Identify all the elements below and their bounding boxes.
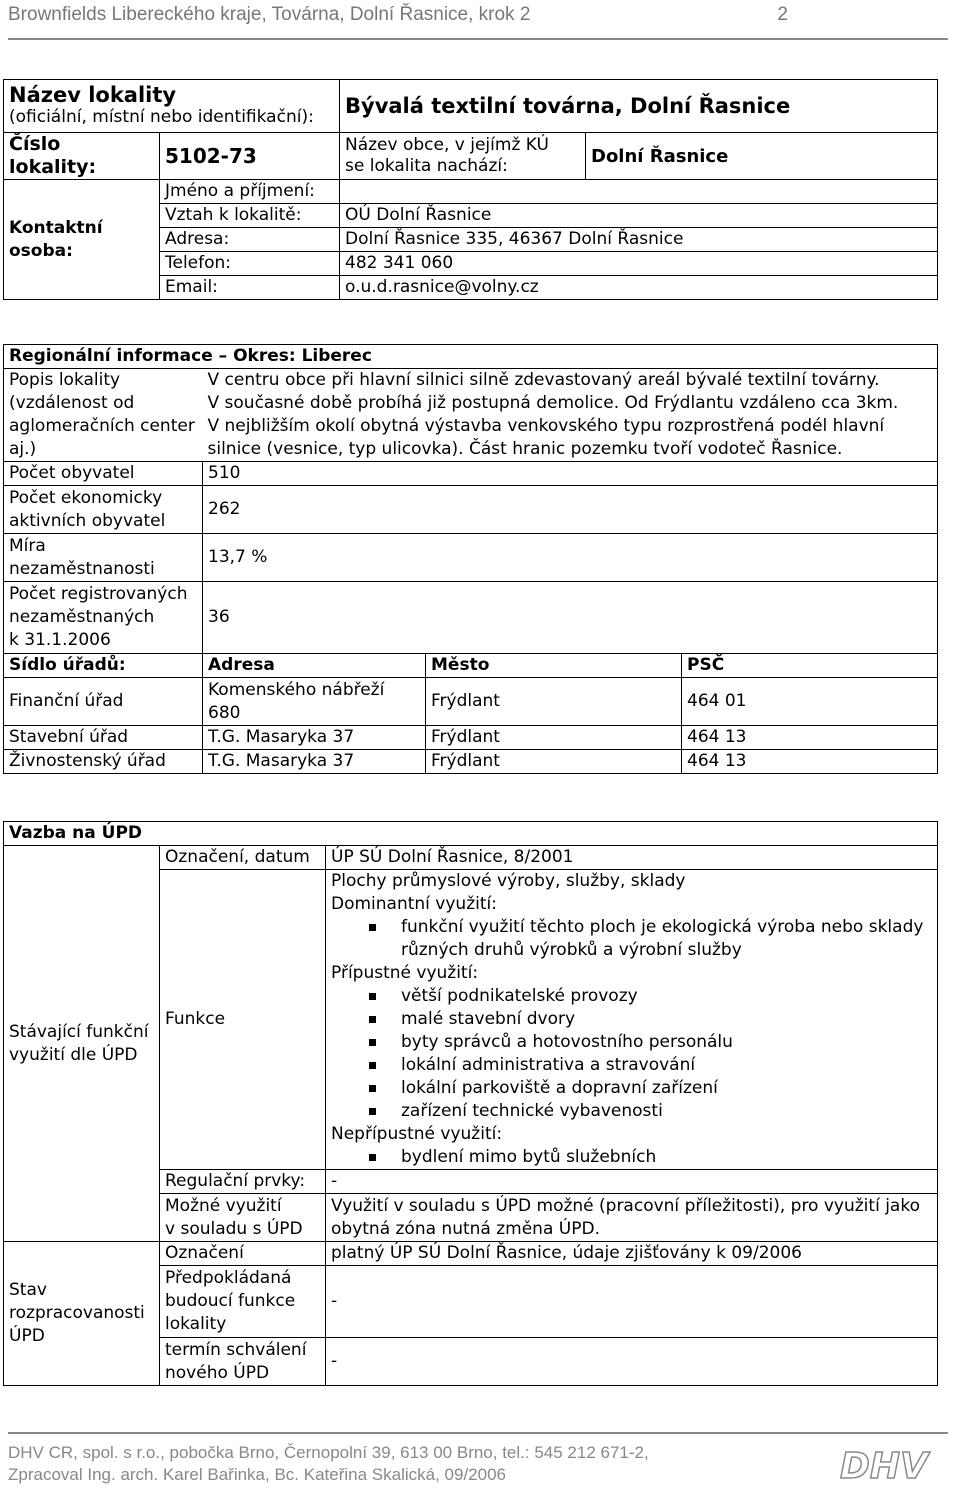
- site-name-label: Název lokality: [9, 83, 177, 107]
- desc-line-3: V nejbližším okolí obytná výstavba venkovského typu rozprostřená podél hlavní: [207, 416, 885, 436]
- address-label: Adresa:: [160, 228, 340, 252]
- address-value: Dolní Řasnice 335, 46367 Dolní Řasnice: [340, 228, 938, 252]
- office-address-1: T.G. Masaryka 37: [203, 726, 426, 750]
- office-name: Stavební úřad: [4, 726, 203, 750]
- mark-label: Označení: [160, 1242, 326, 1266]
- office-city: Frýdlant: [426, 750, 682, 774]
- office-zip: 464 01: [682, 678, 938, 726]
- mark-value: platný ÚP SÚ Dolní Řasnice, údaje zjišťovány k 09/2006: [326, 1242, 938, 1266]
- term-label-2: nového ÚPD: [165, 1362, 270, 1383]
- email-value: o.u.d.rasnice@volny.cz: [340, 276, 938, 300]
- desc-line-4: silnice (vesnice, typ ulicovka). Část hranic pozemku tvoří vodoteč Řasnice.: [207, 439, 843, 459]
- office-address-1: Komenského nábřeží: [208, 679, 385, 700]
- site-name-value: Bývalá textilní továrna, Dolní Řasnice: [340, 80, 938, 133]
- desc-label-1: Popis lokality: [9, 370, 121, 390]
- page-number: 2: [777, 4, 788, 25]
- registered-value: 36: [203, 582, 938, 654]
- active-label-1: Počet ekonomicky: [9, 487, 163, 508]
- future-value: -: [326, 1266, 938, 1338]
- header-title: Brownfields Libereckého kraje, Továrna, Dolní Řasnice, krok 2: [8, 4, 531, 25]
- possible-use-label-1: Možné využití: [165, 1195, 282, 1216]
- allowed-list: [331, 985, 932, 1123]
- desc-line-1: V centru obce při hlavní silnici silně zdevastovaný areál bývalé textilní továrny.: [207, 370, 880, 390]
- contact-name-label: Jméno a příjmení:: [160, 180, 340, 204]
- possible-use-value: Využití v souladu s ÚPD možné (pracovní příležitosti), pro využití jako obytná zóna nutná změna ÚPD.: [326, 1194, 938, 1242]
- dominant-label: Dominantní využití:: [331, 894, 497, 914]
- regional-title: Regionální informace – Okres: Liberec: [4, 345, 938, 369]
- relation-value: OÚ Dolní Řasnice: [340, 204, 938, 228]
- upd-title: Vazba na ÚPD: [4, 822, 938, 846]
- list-item: byty správců a hotovostního personálu: [361, 1031, 932, 1054]
- population-value: 510: [203, 462, 938, 486]
- population-label: Počet obyvatel: [4, 462, 203, 486]
- footer-line-2: Zpracoval Ing. arch. Karel Bařinka, Bc. Kateřina Skalická, 09/2006: [8, 1465, 506, 1484]
- function-intro: Plochy průmyslové výroby, služby, sklady: [331, 871, 686, 891]
- phone-value: 482 341 060: [340, 252, 938, 276]
- office-name: Živnostenský úřad: [4, 750, 203, 774]
- current-use-label-1: Stávající funkční: [9, 1021, 149, 1042]
- regulation-value: -: [326, 1170, 938, 1194]
- page-footer: [8, 1432, 948, 1490]
- office-city: Frýdlant: [426, 678, 682, 726]
- state-label-1: Stav: [9, 1280, 47, 1300]
- possible-use-label-2: v souladu s ÚPD: [165, 1218, 303, 1239]
- list-item: zařízení technické vybavenosti: [361, 1100, 932, 1123]
- desc-label-2: (vzdálenost od: [9, 393, 135, 413]
- list-item: lokální parkoviště a dopravní zařízení: [361, 1077, 932, 1100]
- site-number-value: 5102-73: [160, 133, 340, 180]
- site-name-sublabel: (oficiální, místní nebo identifikační):: [9, 107, 314, 127]
- designation-label: Označení, datum: [160, 846, 326, 870]
- desc-line-2: V současné době probíhá již postupná demolice. Od Frýdlantu vzdáleno cca 3km.: [207, 393, 899, 413]
- list-item: bydlení mimo bytů služebních: [361, 1146, 932, 1169]
- footer-line-1: DHV CR, spol. s r.o., pobočka Brno, Černopolní 39, 613 00 Brno, tel.: 545 212 671-2,: [8, 1443, 649, 1462]
- contact-label-2: osoba:: [9, 240, 73, 261]
- list-item: malé stavební dvory: [361, 1008, 932, 1031]
- offices-seat-header: Sídlo úřadů:: [4, 654, 203, 678]
- regulation-label: Regulační prvky:: [160, 1170, 326, 1194]
- contact-name-value: [340, 180, 938, 204]
- unemployment-label-2: nezaměstnanosti: [9, 558, 155, 579]
- list-item: funkční využití těchto ploch je ekologická výroba nebo sklady různých druhů výrobků a výrobní služby: [361, 916, 932, 962]
- office-address-2: 680: [208, 702, 241, 723]
- forbidden-label: Nepřípustné využití:: [331, 1124, 503, 1144]
- term-label-1: termín schválení: [165, 1339, 307, 1360]
- email-label: Email:: [160, 276, 340, 300]
- offices-address-header: Adresa: [203, 654, 426, 678]
- office-zip: 464 13: [682, 726, 938, 750]
- future-label-1: Předpokládaná: [165, 1268, 292, 1288]
- relation-label: Vztah k lokalitě:: [160, 204, 340, 228]
- future-label-2: budoucí funkce: [165, 1291, 296, 1311]
- desc-label-4: aj.): [9, 439, 37, 459]
- site-number-label: Číslo lokality:: [4, 133, 160, 180]
- registered-label-1: Počet registrovaných: [9, 584, 188, 604]
- office-name: Finanční úřad: [4, 678, 203, 726]
- regional-info-table: [3, 344, 938, 774]
- office-city: Frýdlant: [426, 726, 682, 750]
- page-header: [8, 2, 948, 40]
- offices-zip-header: PSČ: [682, 654, 938, 678]
- future-label-3: lokality: [165, 1314, 227, 1334]
- table-row: [4, 678, 938, 726]
- state-label-3: ÚPD: [9, 1326, 45, 1346]
- current-use-label-2: využití dle ÚPD: [9, 1044, 138, 1065]
- offices-city-header: Město: [426, 654, 682, 678]
- state-label-2: rozpracovanosti: [9, 1303, 145, 1323]
- office-address-1: T.G. Masaryka 37: [203, 750, 426, 774]
- allowed-label: Přípustné využití:: [331, 963, 479, 983]
- registered-label-3: k 31.1.2006: [9, 630, 111, 650]
- contact-label-1: Kontaktní: [9, 217, 103, 238]
- dominant-list: [331, 916, 932, 962]
- site-identification-table: [3, 79, 938, 300]
- term-value: -: [326, 1338, 938, 1386]
- office-zip: 464 13: [682, 750, 938, 774]
- list-item: lokální administrativa a stravování: [361, 1054, 932, 1077]
- upd-table: [3, 821, 938, 1386]
- unemployment-value: 13,7 %: [203, 534, 938, 582]
- forbidden-list: [331, 1146, 932, 1169]
- function-label: Funkce: [160, 870, 326, 1170]
- current-use-cell: [4, 846, 160, 1242]
- registered-label-2: nezaměstnaných: [9, 607, 155, 627]
- active-value: 262: [203, 486, 938, 534]
- municipality-label-2: se lokalita nachází:: [345, 156, 508, 176]
- list-item: větší podnikatelské provozy: [361, 985, 932, 1008]
- table-row: [4, 726, 938, 750]
- municipality-label-1: Název obce, v jejímž KÚ: [345, 135, 549, 155]
- active-label-2: aktivních obyvatel: [9, 510, 166, 531]
- phone-label: Telefon:: [160, 252, 340, 276]
- desc-label-3: aglomeračních center: [9, 416, 195, 436]
- dhv-logo-text: DHV: [840, 1446, 928, 1486]
- unemployment-label-1: Míra: [9, 535, 46, 556]
- municipality-value: Dolní Řasnice: [586, 133, 938, 180]
- table-row: [4, 750, 938, 774]
- designation-value: ÚP SÚ Dolní Řasnice, 8/2001: [326, 846, 938, 870]
- dhv-logo: [836, 1440, 948, 1486]
